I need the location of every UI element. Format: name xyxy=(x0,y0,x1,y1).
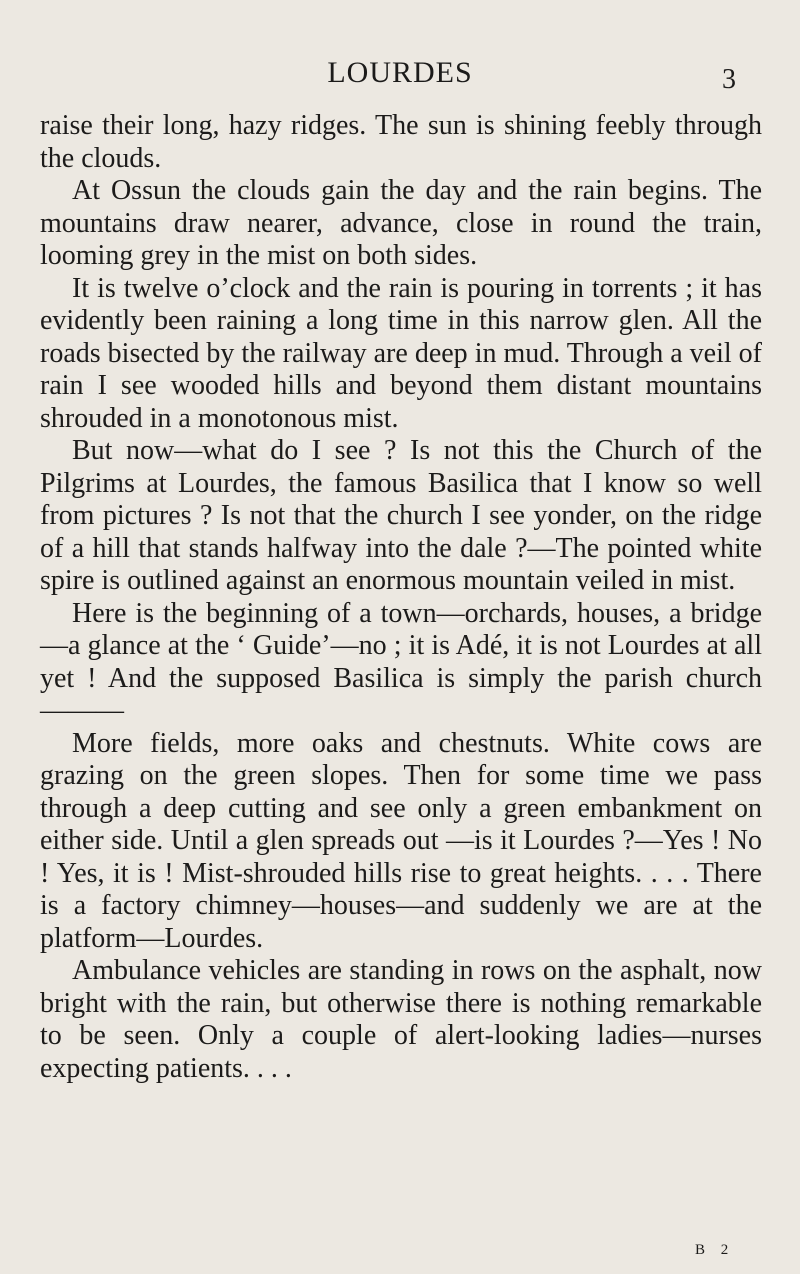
page-number: 3 xyxy=(722,64,736,95)
paragraph: Ambulance vehicles are standing in rows on the asphalt, now bright with the rain, but otherwise there is nothing remarkable to be seen. Only a couple of alert-looking ladies—nurses expecting patients. . . . xyxy=(40,955,762,1084)
paragraph: At Ossun the clouds gain the day and the rain begins. The mountains draw nearer, advance, close in round the train, looming grey in the mist on both sides. xyxy=(40,175,762,271)
paragraph: Here is the beginning of a town—orchards, houses, a bridge—a glance at the ‘ Guide’—no ; it is Adé, it is not Lourdes at all yet ! And the supposed Basilica is simply the parish church——— xyxy=(40,597,762,726)
paragraph: It is twelve o’clock and the rain is pouring in torrents ; it has evidently been raining a long time in this narrow glen. All the roads bisected by the railway are deep in mud. Through a veil of rain I see wooded hills and beyond them distant mountains shrouded in a monotonous mist. xyxy=(40,272,762,434)
running-title: LOURDES xyxy=(327,56,473,89)
paragraph: But now—what do I see ? Is not this the Church of the Pilgrims at Lourdes, the famous Basilica that I know so well from pictures ? Is not that the church I see yonder, on the ridge of a hill that stands halfway into the dale ?—The pointed white spire is outlined against an enormous mountain veiled in mist. xyxy=(40,435,762,596)
paragraph: More fields, more oaks and chestnuts. White cows are grazing on the green slopes. Then for some time we pass through a deep cutting and see only a green embankment on either side. Until a glen spreads out —is it Lourdes ?—Yes ! No ! Yes, it is ! Mist-shrouded hills rise to great heights. . . . There is a factory chimney—houses—and suddenly we are at the platform—Lourdes. xyxy=(40,727,762,954)
paragraph: raise their long, hazy ridges. The sun is shining feebly through the clouds. xyxy=(40,110,762,174)
signature-mark: B 2 xyxy=(695,1242,735,1258)
body-text xyxy=(40,110,762,1085)
